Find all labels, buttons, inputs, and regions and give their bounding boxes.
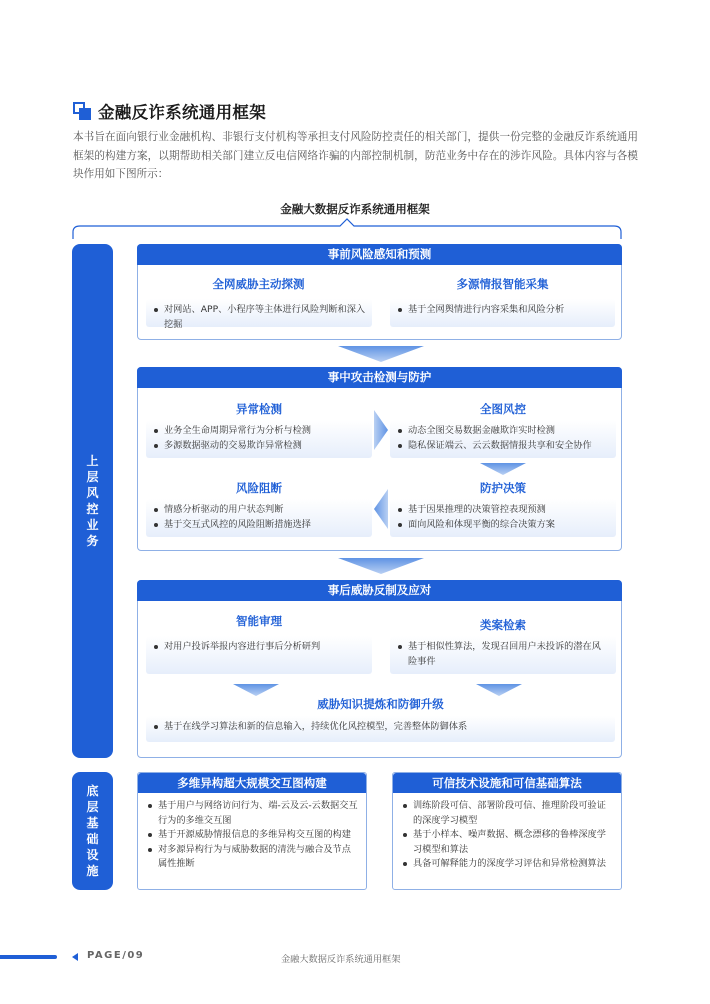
down-arrow-icon: [476, 684, 522, 696]
list-item: 对网站、APP、小程序等主体进行风险判断和深入挖掘: [164, 303, 366, 332]
list-item: 基于全网舆情进行内容采集和风险分析: [408, 303, 609, 318]
side-label-upper: 上层风控业务: [72, 244, 113, 758]
footer-title: 金融大数据反诈系统通用框架: [281, 954, 401, 965]
mid-tr-title: 全图风控: [480, 402, 526, 416]
diagram-title: 金融大数据反诈系统通用框架: [280, 202, 430, 216]
section-mid: [137, 367, 622, 551]
down-arrow-icon: [480, 463, 526, 475]
left-arrow-icon: [374, 489, 388, 529]
brace-decoration: [72, 218, 622, 240]
list-item: 基于开源威胁情报信息的多维异构交互图的构建: [158, 828, 358, 843]
list-item: 对多源异构行为与威胁数据的清洗与融合及节点属性推断: [158, 843, 358, 872]
infra-right-box: [392, 772, 622, 890]
list-item: 基于因果推理的决策管控表现预测: [408, 503, 610, 518]
post-left-card: [146, 636, 372, 674]
mid-tl-title: 异常检测: [236, 402, 282, 416]
footer-triangle-icon: [72, 953, 78, 961]
heading-square-icon: [73, 102, 91, 120]
list-item: 对用户投诉举报内容进行事后分析研判: [164, 640, 366, 655]
list-item: 基于在线学习算法和新的信息输入，持续优化风控模型，完善整体防御体系: [164, 720, 609, 735]
post-left-title: 智能审理: [236, 614, 282, 628]
mid-bl-title: 风险阻断: [236, 481, 282, 495]
pre-left-title: 全网威胁主动探测: [212, 277, 305, 291]
section-pre-title: 事前风险感知和预测: [137, 244, 622, 265]
intro-paragraph: 本书旨在面向银行业金融机构、非银行支付机构等承担支付风险防控责任的相关部门，提供一份完整的金融反诈系统通用框架的构建方案，以期帮助相关部门建立反电信网络诈骗的内部控制机制，防范业务中存在的涉诈风险。具体内容与各模块作用如下图所示：: [73, 131, 638, 180]
infra-left-box: [137, 772, 367, 890]
mid-tr-card: [390, 420, 616, 458]
side-label-lower: 底层基础设施: [72, 772, 113, 890]
footer-bar: [0, 955, 57, 959]
mid-bl-card: [146, 499, 372, 537]
right-arrow-icon: [374, 410, 388, 450]
section-post: [137, 580, 622, 758]
list-item: 业务全生命周期异常行为分析与检测: [164, 424, 366, 439]
list-item: 基于用户与网络访问行为、端-云及云-云数据交互行为的多维交互图: [158, 799, 358, 828]
list-item: 动态全图交易数据金融欺诈实时检测: [408, 424, 610, 439]
list-item: 基于小样本、噪声数据、概念漂移的鲁棒深度学习模型和算法: [413, 828, 613, 857]
post-bottom-card: [146, 716, 615, 742]
infra-left-title: 多维异构超大规模交互图构建: [138, 773, 366, 793]
section-post-title: 事后威胁反制及应对: [137, 580, 622, 601]
post-bottom-title: 威胁知识提炼和防御升级: [317, 697, 444, 711]
list-item: 面向风险和体现平衡的综合决策方案: [408, 518, 610, 533]
page-heading: 金融反诈系统通用框架: [98, 103, 266, 122]
list-item: 基于相似性算法，发现召回用户未投诉的潜在风险事件: [408, 640, 610, 669]
section-pre: [137, 244, 622, 340]
down-arrow-icon: [338, 558, 424, 574]
pre-right-title: 多源情报智能采集: [456, 277, 549, 291]
list-item: 情感分析驱动的用户状态判断: [164, 503, 366, 518]
page-number: PAGE/09: [87, 950, 145, 961]
list-item: 具备可解释能力的深度学习评估和异常检测算法: [413, 857, 613, 872]
list-item: 基于交互式风控的风险阻断措施选择: [164, 518, 366, 533]
post-right-title: 类案检索: [480, 618, 526, 632]
list-item: 训练阶段可信、部署阶段可信、推理阶段可验证的深度学习模型: [413, 799, 613, 828]
pre-right-card: [390, 299, 615, 327]
down-arrow-icon: [233, 684, 279, 696]
mid-tl-card: [146, 420, 372, 458]
mid-br-title: 防护决策: [480, 481, 526, 495]
post-right-card: [390, 636, 616, 674]
infra-right-title: 可信技术设施和可信基础算法: [393, 773, 621, 793]
down-arrow-icon: [338, 346, 424, 362]
list-item: 多源数据驱动的交易欺诈异常检测: [164, 439, 366, 454]
pre-left-card: [146, 299, 372, 330]
list-item: 隐私保证端云、云云数据情报共享和安全协作: [408, 439, 610, 454]
section-mid-title: 事中攻击检测与防护: [137, 367, 622, 388]
mid-br-card: [390, 499, 616, 537]
